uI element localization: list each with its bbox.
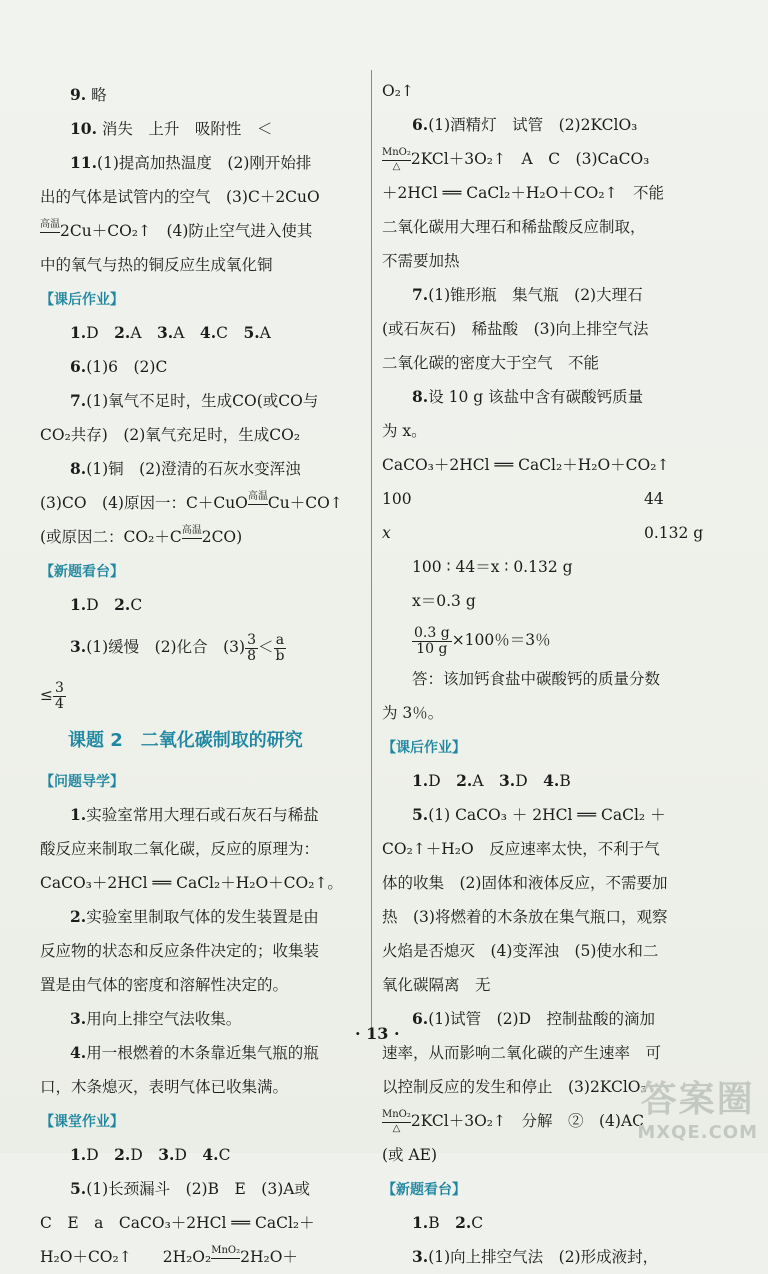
answer-line: 8.设 10 g 该盐中含有碳酸钙质量 (412, 387, 644, 406)
text-line: 二氧化碳用大理石和稀盐酸反应制取， (382, 218, 646, 236)
watermark-url: MXQE.COM (637, 1122, 758, 1143)
left-column (40, 78, 362, 1274)
answer-line: 4.用一根燃着的木条靠近集气瓶的瓶 (70, 1043, 319, 1062)
calc-line: x＝0.3 g (412, 592, 476, 610)
equation-line: ＋2HCl ══ CaCl₂＋H₂O＋CO₂↑ 不能 (382, 184, 665, 202)
text-line: 中的氧气与热的铜反应生成氧化铜 (40, 256, 273, 274)
text-line: (或 AE) (382, 1146, 438, 1164)
page-number: · 13 · (355, 1024, 400, 1043)
equation-line: H₂O＋CO₂↑ 2H₂O₂ MnO₂ 2H₂O＋ (40, 1240, 362, 1274)
equation-line: MnO₂ △ 2KCl＋3O₂↑ A C (3)CaCO₃ (382, 147, 650, 172)
reaction-condition: MnO₂ △ (382, 1109, 411, 1134)
column-divider (371, 70, 372, 1035)
section-label: 【新题看台】 (382, 1182, 466, 1198)
fraction: $\frac{a}{b}$ (275, 631, 285, 664)
text-line: CO₂共存) (2)氧气充足时，生成CO₂ (40, 426, 301, 444)
section-label: 【课堂作业】 (40, 1114, 124, 1130)
answer-line: 8.(1)铜 (2)澄清的石灰水变浑浊 (70, 459, 301, 478)
answer-line: 1.D 2.C (70, 595, 143, 614)
text-line: 热 (3)将燃着的木条放在集气瓶口，观察 (382, 908, 668, 926)
section-label: 【课后作业】 (40, 292, 124, 308)
text-line: 火焰是否熄灭 (4)变浑浊 (5)使水和二 (382, 942, 659, 960)
answer-line: 1.实验室常用大理石或石灰石与稀盐 (70, 805, 319, 824)
fraction: $\frac{0.3 g}{10 g}$ (414, 624, 450, 657)
text-line: 置是由气体的密度和溶解性决定的。 (40, 976, 289, 994)
answer-line: 3.用向上排空气法收集。 (70, 1009, 242, 1028)
calc-line: 100 ∶ 44＝x ∶ 0.132 g (412, 558, 573, 576)
calc-line: $\frac{0.3 g}{10 g}$ ×100％＝3％ (414, 624, 551, 657)
equation-line: O₂↑ (382, 82, 414, 100)
section-label: 【课后作业】 (382, 740, 466, 756)
section-label: 【问题导学】 (40, 774, 124, 790)
answer-line: 1.D 2.A 3.D 4.B (412, 771, 571, 790)
answer-line: 3.(1)向上排空气法 (2)形成液封， (412, 1247, 659, 1266)
answer-line: 6.(1)试管 (2)D 控制盐酸的滴加 (412, 1009, 656, 1028)
section-title: 课题 2 二氧化碳制取的研究 (68, 730, 303, 751)
text-line: 以控制反应的发生和停止 (3)2KClO₃ (382, 1078, 647, 1096)
text-line: 答：该加钙食盐中碳酸钙的质量分数 (412, 670, 661, 688)
text-line: 反应物的状态和反应条件决定的；收集装 (40, 942, 320, 960)
text-line: ≤ $\frac{3}{4}$ (40, 679, 64, 712)
answer-line: 1.B 2.C (412, 1213, 484, 1232)
reaction-condition: 高温 (40, 219, 60, 245)
answer-line: 5.(1)长颈漏斗 (2)B E (3)A或 (70, 1179, 310, 1198)
text-line: 体的收集 (2)固体和液体反应，不需要加 (382, 874, 668, 892)
fraction: $\frac{3}{8}$ (247, 631, 256, 664)
answer-line: 2.实验室里制取气体的发生装置是由 (70, 907, 319, 926)
answer-line: 1.D 2.D 3.D 4.C (70, 1145, 231, 1164)
equation-line: CaCO₃＋2HCl ══ CaCl₂＋H₂O＋CO₂↑ (382, 456, 670, 474)
text-line: 氧化碳隔离 无 (382, 976, 491, 994)
text-line: 出的气体是试管内的空气 (3)C＋2CuO (40, 188, 320, 206)
reaction-condition: 高温 (248, 491, 268, 517)
reaction-condition: 高温 (182, 525, 202, 551)
answer-line: 7.(1)氧气不足时，生成CO(或CO与 (70, 391, 319, 410)
text-line: (或石灰石) 稀盐酸 (3)向上排空气法 (382, 320, 649, 338)
text-line: 速率，从而影响二氧化碳的产生速率 可 (382, 1044, 662, 1062)
mass-ratio-line: x 0.132 g (382, 524, 704, 542)
answer-line: 5.(1) CaCO₃ ＋ 2HCl ══ CaCl₂ ＋ (412, 805, 666, 824)
answer-line: 6.(1)6 (2)C (70, 357, 168, 376)
reaction-condition: MnO₂ (211, 1245, 240, 1271)
reaction-condition: MnO₂ △ (382, 147, 411, 172)
watermark-text: 答案圈 (640, 1079, 755, 1120)
answer-9: 9. 略 (70, 85, 107, 104)
answer-line: 3.(1)缓慢 (2)化合 (3) $\frac{3}{8}$ ＜ $\frac{a}{b}$ (70, 631, 285, 664)
equation-line: MnO₂ △ 2KCl＋3O₂↑ 分解 ② (4)AC (382, 1109, 645, 1134)
text-line: 二氧化碳的密度大于空气 不能 (382, 354, 600, 372)
answer-line: 7.(1)锥形瓶 集气瓶 (2)大理石 (412, 285, 643, 304)
text-line: 不需要加热 (382, 252, 460, 270)
text-line: 酸反应来制取二氧化碳，反应的原理为： (40, 840, 320, 858)
equation-line: (或原因二：CO₂＋C 高温 2CO) (40, 520, 362, 554)
equation-line: 高温 2Cu＋CO₂↑ (4)防止空气进入使其 (40, 214, 362, 248)
text-line: 为 x。 (382, 422, 427, 440)
text-line: CO₂↑＋H₂O 反应速率太快，不利于气 (382, 840, 660, 858)
mass-ratio-line: 100 44 (382, 490, 664, 508)
answer-10: 10. 消失 上升 吸附性 ＜ (70, 119, 273, 138)
text-line: 口，木条熄灭，表明气体已收集满。 (40, 1078, 289, 1096)
answer-11: 11.(1)提高加热温度 (2)刚开始排 (70, 153, 312, 172)
answer-line: 6.(1)酒精灯 试管 (2)2KClO₃ (412, 115, 638, 134)
equation-line: C E a CaCO₃＋2HCl ══ CaCl₂＋ (40, 1214, 315, 1232)
fraction: $\frac{3}{4}$ (55, 679, 64, 712)
equation-line: (3)CO (4)原因一：C＋CuO 高温 Cu＋CO↑ (40, 486, 362, 520)
answer-line: 1.D 2.A 3.A 4.C 5.A (70, 323, 271, 342)
equation-line: CaCO₃＋2HCl ══ CaCl₂＋H₂O＋CO₂↑。 (40, 874, 343, 892)
section-label: 【新题看台】 (40, 564, 124, 580)
watermark-logo (637, 1071, 758, 1143)
text-line: 为 3％。 (382, 704, 444, 722)
